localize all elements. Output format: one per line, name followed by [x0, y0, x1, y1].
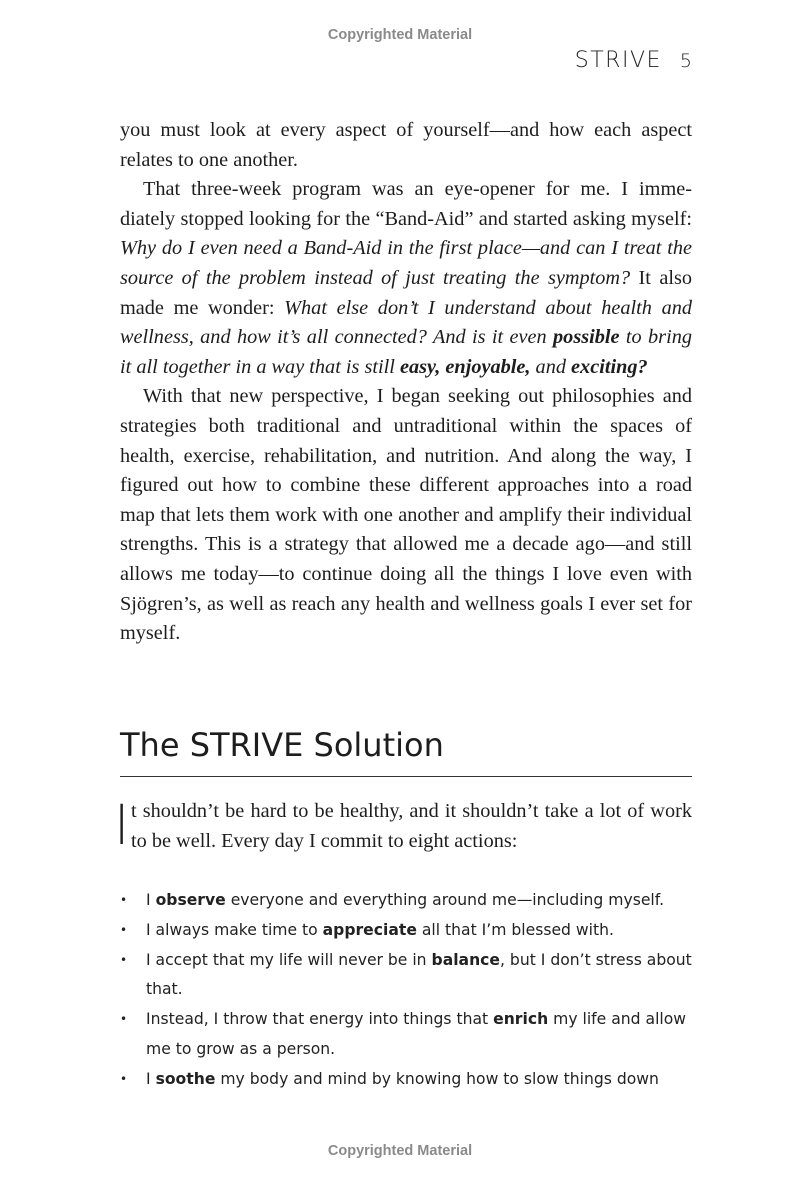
page-number: 5 [679, 50, 692, 72]
text-run: observe [155, 891, 226, 909]
body-text [120, 116, 692, 649]
text-run: my body and mind by knowing how to slow things down [215, 1069, 659, 1088]
text-run: What else don’t I understand about health and wellness, and how it’s all connected? And is it even [120, 296, 692, 349]
text-run: balance [431, 950, 501, 969]
text-run: I [146, 891, 156, 909]
text-run: possible [553, 326, 620, 349]
text-run: With that new perspective, I began seeking out philosophies and strategies both traditional and untraditional within the spaces of health, exercise, rehabilitation, and nutrition. And along the way, I figured out how to combine these different approaches into a road map that lets them work with one another and amplify their individual strengths. This is a strategy that allowed me a decade ago—and still allows me today—to continue doing all the things I love even with Sjögren’s, as well as reach any health and wellness goals I ever set for myself. [120, 385, 692, 645]
running-head [575, 48, 692, 73]
lead-text: t shouldn’t be hard to be healthy, and it shouldn’t take a lot of work to be well. Every day I commit to eight actions: [131, 800, 692, 852]
heading-rule [120, 776, 692, 777]
list-item [120, 1005, 692, 1065]
text-run: I always make time to [146, 920, 323, 939]
list-item [120, 916, 692, 946]
copyright-watermark-bottom: Copyrighted Material [327, 1143, 473, 1159]
list-item [120, 886, 692, 916]
text-run: appreciate [322, 920, 417, 939]
drop-cap: I [118, 792, 126, 857]
paragraph [120, 116, 692, 175]
running-head-title: STRIVE [574, 48, 662, 73]
copyright-watermark-top: Copyrighted Material [327, 27, 473, 43]
text-run: Instead, I throw that energy into things that [146, 1010, 494, 1029]
paragraph [120, 382, 692, 648]
actions-list [120, 886, 692, 1095]
text-run: you must look at every aspect of yourself—and how each aspect relates to one another. [120, 119, 692, 171]
text-run: I accept that my life will never be in [146, 950, 432, 969]
text-run: It also made me wonder: [120, 266, 692, 319]
text-run: That three-week program was an eye-opener for me. I imme-diately stopped looking for the “Band-Aid” and started asking myself: [120, 178, 692, 230]
text-run: I [146, 1069, 156, 1088]
lead-paragraph [118, 792, 692, 857]
text-run: exciting? [571, 355, 648, 378]
text-run: all that I’m blessed with. [416, 920, 614, 939]
text-run: , but I don’t stress about that. [146, 950, 692, 999]
text-run: Why do I even need a Band-Aid in the first place—and can I treat the source of the problem instead of just treating the symptom? [120, 237, 692, 289]
text-run: easy, enjoyable, [400, 355, 531, 378]
list-item [120, 1065, 692, 1095]
paragraph [120, 175, 692, 382]
list-item [120, 946, 692, 1006]
text-run: to bring it all together in a way that is still [120, 326, 692, 378]
text-run: enrich [493, 1010, 549, 1029]
text-run: soothe [155, 1069, 216, 1088]
section-heading: The STRIVE Solution [120, 726, 444, 764]
text-run: everyone and everything around me—including myself. [225, 891, 665, 909]
text-run: my life and allow me to grow as a person. [146, 1010, 687, 1058]
text-run: and [530, 355, 572, 378]
